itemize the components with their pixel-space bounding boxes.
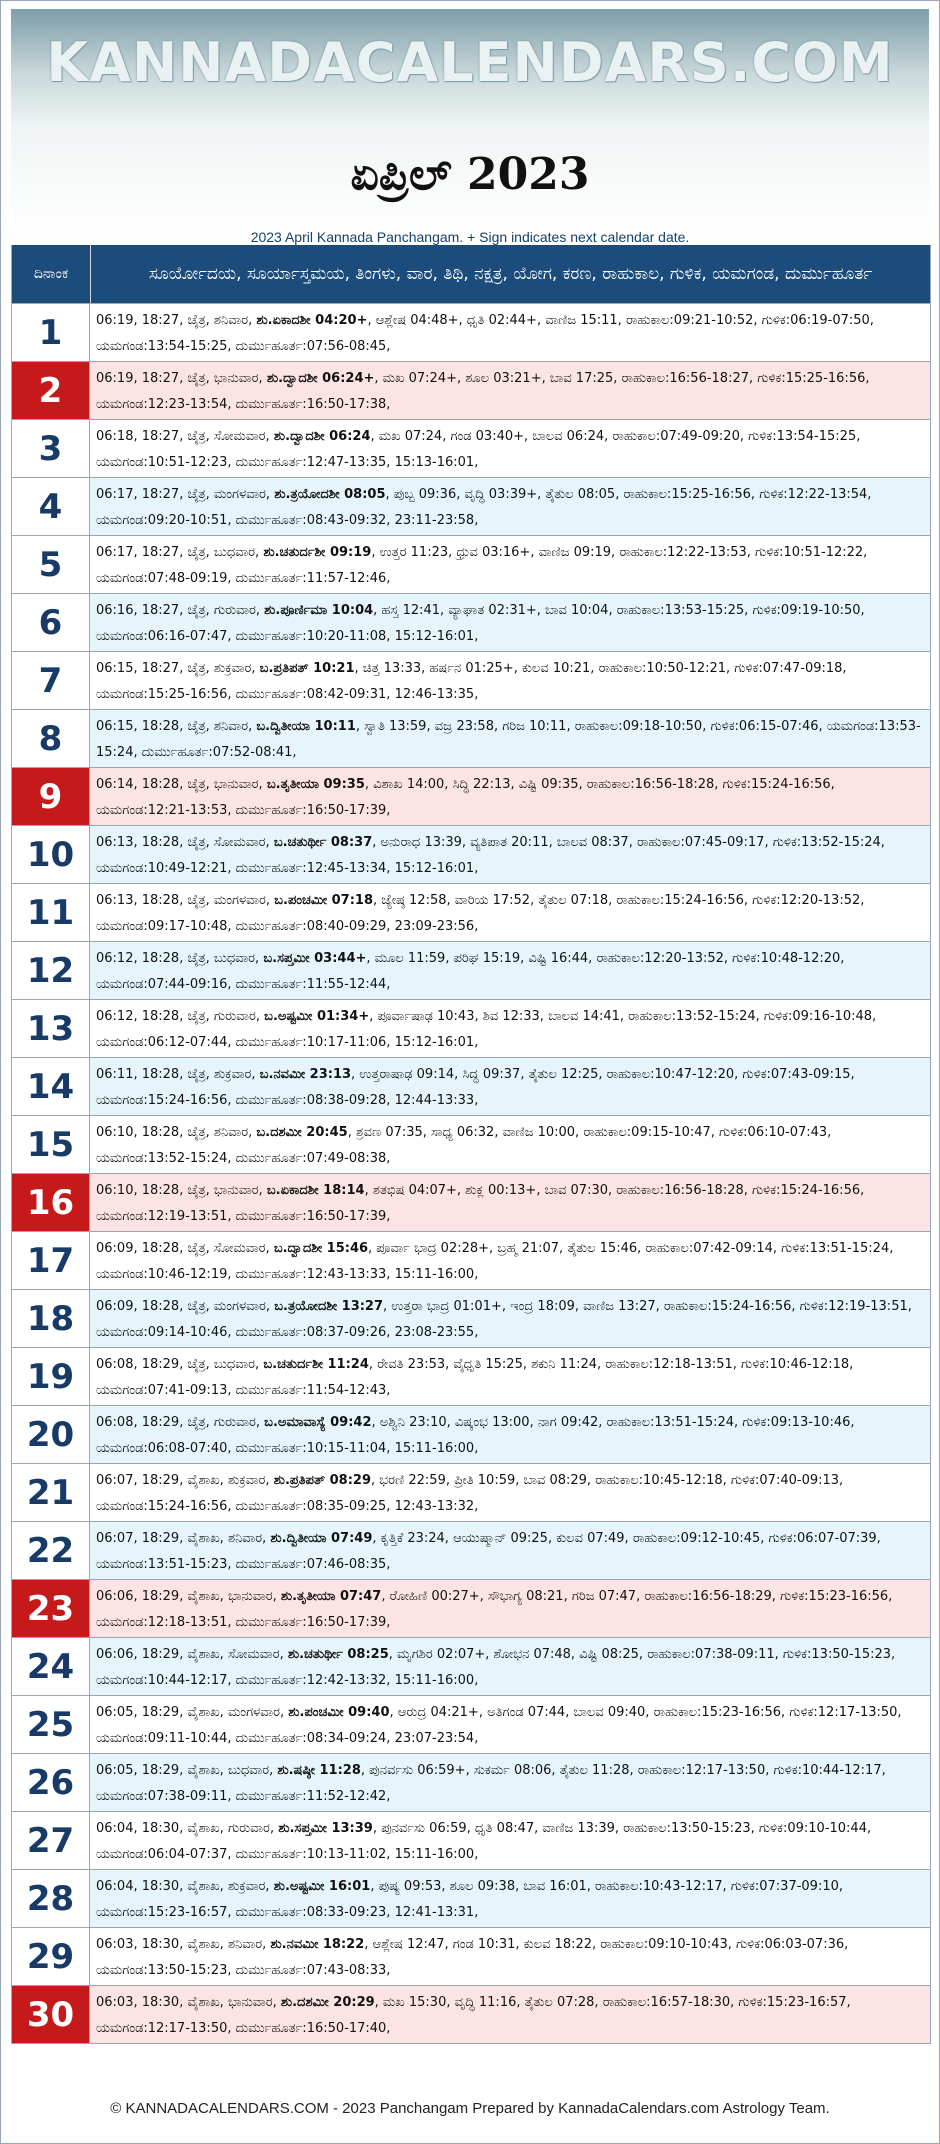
- details-prefix: 06:07, 18:29, ವೈಶಾಖ, ಶನಿವಾರ,: [96, 1531, 271, 1546]
- tithi-text: ಶು.ಚತುರ್ಥೀ 08:25: [287, 1647, 389, 1662]
- details-prefix: 06:13, 18:28, ಚೈತ್ರ, ಸೋಮವಾರ,: [96, 835, 274, 850]
- tithi-text: ಶು.ದ್ವಿತೀಯಾ 07:49: [270, 1531, 373, 1546]
- table-row: [12, 1232, 930, 1290]
- panchang-details: [90, 304, 930, 361]
- month-title: ಏಪ್ರಿಲ್ 2023: [350, 149, 590, 200]
- tithi-text: ಶು.ದ್ವಾದಶೀ 06:24: [273, 429, 371, 444]
- footer-copyright: © KANNADACALENDARS.COM - 2023 Panchangam Prepared by KannadaCalendars.com Astrology Team.: [110, 2099, 830, 2117]
- table-row: [12, 420, 930, 478]
- details-suffix: , ಸ್ವಾತಿ 13:59, ವಜ್ರ 23:58, ಗರಿಜ 10:11, ರಾಹುಕಾಲ:09:18-10:50, ಗುಳಿಕ:06:15-07:46, ಯಮಗಂಡ:13:53-15:24, ದುರ್ಮುಹೂರ್ತ:07:52-08:41,: [96, 719, 921, 760]
- details-prefix: 06:08, 18:29, ಚೈತ್ರ, ಗುರುವಾರ,: [96, 1415, 265, 1430]
- details-suffix: , ಪೂರ್ವಾ ಭಾದ್ರ 02:28+, ಬ್ರಹ್ಮ 21:07, ತೈತುಲ 15:46, ರಾಹುಕಾಲ:07:42-09:14, ಗುಳಿಕ:13:51-15:24, ಯಮಗಂಡ:10:46-12:19, ದುರ್ಮುಹೂರ್ತ:12:43-13:33, 15:11-16:00,: [96, 1241, 894, 1282]
- tithi-text: ಬ.ನವಮೀ 23:13: [259, 1067, 352, 1082]
- details-prefix: 06:15, 18:28, ಚೈತ್ರ, ಶನಿವಾರ,: [96, 719, 257, 734]
- table-body: [12, 304, 930, 2044]
- date-cell-sunday: 16: [12, 1174, 90, 1231]
- details-suffix: , ಕೃತ್ತಿಕೆ 23:24, ಆಯುಷ್ಮಾನ್ 09:25, ಕುಲವ 07:49, ರಾಹುಕಾಲ:09:12-10:45, ಗುಳಿಕ:06:07-07:39, ಯಮಗಂಡ:13:51-15:23, ದುರ್ಮುಹೂರ್ತ:07:46-08:35,: [96, 1531, 881, 1572]
- details-suffix: , ಪೂರ್ವಾಷಾಢ 10:43, ಶಿವ 12:33, ಬಾಲವ 14:41, ರಾಹುಕಾಲ:13:52-15:24, ಗುಳಿಕ:09:16-10:48, ಯಮಗಂಡ:06:12-07:44, ದುರ್ಮುಹೂರ್ತ:10:17-11:06, 15:12-16:01,: [96, 1009, 877, 1050]
- tithi-text: ಶು.ಪೂರ್ಣಿಮಾ 10:04: [264, 603, 374, 618]
- details-prefix: 06:03, 18:30, ವೈಶಾಖ, ಭಾನುವಾರ,: [96, 1995, 281, 2010]
- panchang-details: [90, 1000, 930, 1057]
- header-banner: [11, 9, 929, 245]
- table-row: [12, 594, 930, 652]
- tithi-text: ಬ.ಅಷ್ಟಮೀ 01:34+: [264, 1009, 370, 1024]
- tithi-text: ಬ.ಏಕಾದಶೀ 18:14: [266, 1183, 365, 1198]
- details-prefix: 06:09, 18:28, ಚೈತ್ರ, ಸೋಮವಾರ,: [96, 1241, 274, 1256]
- table-row: [12, 1406, 930, 1464]
- tithi-text: ಬ.ತೃತೀಯಾ 09:35: [266, 777, 365, 792]
- details-suffix: , ಅಶ್ವಿನಿ 23:10, ವಿಷ್ಕಂಭ 13:00, ನಾಗ 09:42, ರಾಹುಕಾಲ:13:51-15:24, ಗುಳಿಕ:09:13-10:46, ಯಮಗಂಡ:06:08-07:40, ದುರ್ಮುಹೂರ್ತ:10:15-11:04, 15:11-16:00,: [96, 1415, 855, 1456]
- table-row: [12, 826, 930, 884]
- details-suffix: , ಶತಭಿಷ 04:07+, ಶುಕ್ಲ 00:13+, ಬಾವ 07:30, ರಾಹುಕಾಲ:16:56-18:28, ಗುಳಿಕ:15:24-16:56, ಯಮಗಂಡ:12:19-13:51, ದುರ್ಮುಹೂರ್ತ:16:50-17:39,: [96, 1183, 865, 1224]
- date-cell: 22: [12, 1522, 90, 1579]
- date-cell: 5: [12, 536, 90, 593]
- table-row: [12, 1928, 930, 1986]
- table-row: [12, 884, 930, 942]
- details-suffix: , ಉತ್ತರ 11:23, ಧ್ರುವ 03:16+, ವಾಣಿಜ 09:19, ರಾಹುಕಾಲ:12:22-13:53, ಗುಳಿಕ:10:51-12:22, ಯಮಗಂಡ:07:48-09:19, ದುರ್ಮುಹೂರ್ತ:11:57-12:46,: [96, 545, 868, 586]
- table-row: [12, 1116, 930, 1174]
- details-suffix: , ಉತ್ತರಾ ಭಾದ್ರ 01:01+, ಇಂದ್ರ 18:09, ವಾಣಿಜ 13:27, ರಾಹುಕಾಲ:15:24-16:56, ಗುಳಿಕ:12:19-13:51, ಯಮಗಂಡ:09:14-10:46, ದುರ್ಮುಹೂರ್ತ:08:37-09:26, 23:08-23:55,: [96, 1299, 912, 1340]
- details-prefix: 06:19, 18:27, ಚೈತ್ರ, ಭಾನುವಾರ,: [96, 371, 267, 386]
- details-prefix: 06:03, 18:30, ವೈಶಾಖ, ಶನಿವಾರ,: [96, 1937, 271, 1952]
- panchang-details: [90, 478, 930, 535]
- tithi-text: ಶು.ಷಷ್ಠೀ 11:28: [277, 1763, 361, 1778]
- tithi-text: ಶು.ಪಂಚಮೀ 09:40: [288, 1705, 390, 1720]
- table-row: [12, 1580, 930, 1638]
- details-prefix: 06:05, 18:29, ವೈಶಾಖ, ಮಂಗಳವಾರ,: [96, 1705, 289, 1720]
- table-row: [12, 652, 930, 710]
- tithi-text: ಬ.ಅಮಾವಾಸ್ಯೆ 09:42: [264, 1415, 372, 1430]
- details-suffix: , ಅನುರಾಧ 13:39, ವ್ಯತಿಪಾತ 20:11, ಬಾಲವ 08:37, ರಾಹುಕಾಲ:07:45-09:17, ಗುಳಿಕ:13:52-15:24, ಯಮಗಂಡ:10:49-12:21, ದುರ್ಮುಹೂರ್ತ:12:45-13:34, 15:12-16:01,: [96, 835, 885, 876]
- details-prefix: 06:05, 18:29, ವೈಶಾಖ, ಬುಧವಾರ,: [96, 1763, 278, 1778]
- date-cell: 6: [12, 594, 90, 651]
- panchang-details: [90, 1290, 930, 1347]
- date-cell: 18: [12, 1290, 90, 1347]
- details-suffix: , ಉತ್ತರಾಷಾಢ 09:14, ಸಿದ್ಧ 09:37, ತೈತುಲ 12:25, ರಾಹುಕಾಲ:10:47-12:20, ಗುಳಿಕ:07:43-09:15, ಯಮಗಂಡ:15:24-16:56, ದುರ್ಮುಹೂರ್ತ:08:38-09:28, 12:44-13:33,: [96, 1067, 855, 1108]
- details-prefix: 06:13, 18:28, ಚೈತ್ರ, ಮಂಗಳವಾರ,: [96, 893, 275, 908]
- details-suffix: , ಮಖ 07:24+, ಶೂಲ 03:21+, ಬಾವ 17:25, ರಾಹುಕಾಲ:16:56-18:27, ಗುಳಿಕ:15:25-16:56, ಯಮಗಂಡ:12:23-13:54, ದುರ್ಮುಹೂರ್ತ:16:50-17:38,: [96, 371, 870, 412]
- details-prefix: 06:07, 18:29, ವೈಶಾಖ, ಶುಕ್ರವಾರ,: [96, 1473, 274, 1488]
- table-header: [12, 245, 930, 304]
- date-cell: 17: [12, 1232, 90, 1289]
- details-prefix: 06:06, 18:29, ವೈಶಾಖ, ಭಾನುವಾರ,: [96, 1589, 281, 1604]
- tithi-text: ಶು.ದಶಮೀ 20:29: [280, 1995, 375, 2010]
- table-row: [12, 1464, 930, 1522]
- panchang-details: [90, 536, 930, 593]
- date-cell: 4: [12, 478, 90, 535]
- panchang-details: [90, 768, 930, 825]
- panchang-details: [90, 1754, 930, 1811]
- date-cell: 1: [12, 304, 90, 361]
- panchang-details: [90, 1406, 930, 1463]
- column-header-details: ಸೂರ್ಯೋದಯ, ಸೂರ್ಯಾಸ್ತಮಯ, ತಿಂಗಳು, ವಾರ, ತಿಥಿ, ನಕ್ಷತ್ರ, ಯೋಗ, ಕರಣ, ರಾಹುಕಾಲ, ಗುಳಿಕ, ಯಮಗಂಡ, ದುರ್ಮುಹೂರ್ತ: [148, 264, 873, 284]
- date-cell: 11: [12, 884, 90, 941]
- date-cell: 7: [12, 652, 90, 709]
- details-suffix: , ಪುಷ್ಯ 09:53, ಶೂಲ 09:38, ಬಾವ 16:01, ರಾಹುಕಾಲ:10:43-12:17, ಗುಳಿಕ:07:37-09:10, ಯಮಗಂಡ:15:23-16:57, ದುರ್ಮುಹೂರ್ತ:08:33-09:23, 12:41-13:31,: [96, 1879, 843, 1920]
- tithi-text: ಶು.ಚತುರ್ದಶೀ 09:19: [263, 545, 372, 560]
- subtitle: 2023 April Kannada Panchangam. + Sign indicates next calendar date.: [250, 229, 690, 245]
- date-cell: 24: [12, 1638, 90, 1695]
- date-cell: 3: [12, 420, 90, 477]
- panchang-details: [90, 1986, 930, 2043]
- site-title[interactable]: KANNADACALENDARS.COM: [46, 31, 894, 94]
- tithi-text: ಶು.ತ್ರಯೋದಶೀ 08:05: [274, 487, 386, 502]
- tithi-text: ಬ.ದ್ವಿತೀಯಾ 10:11: [256, 719, 356, 734]
- details-prefix: 06:15, 18:27, ಚೈತ್ರ, ಶುಕ್ರವಾರ,: [96, 661, 260, 676]
- table-row: [12, 536, 930, 594]
- details-suffix: , ವಿಶಾಖ 14:00, ಸಿದ್ಧಿ 22:13, ವಿಷ್ಟಿ 09:35, ರಾಹುಕಾಲ:16:56-18:28, ಗುಳಿಕ:15:24-16:56, ಯಮಗಂಡ:12:21-13:53, ದುರ್ಮುಹೂರ್ತ:16:50-17:39,: [96, 777, 835, 818]
- panchang-details: [90, 420, 930, 477]
- details-suffix: , ಮೃಗಶಿರ 02:07+, ಶೋಭನ 07:48, ವಿಷ್ಟಿ 08:25, ರಾಹುಕಾಲ:07:38-09:11, ಗುಳಿಕ:13:50-15:23, ಯಮಗಂಡ:10:44-12:17, ದುರ್ಮುಹೂರ್ತ:12:42-13:32, 15:11-16:00,: [96, 1647, 896, 1688]
- panchang-details: [90, 1870, 930, 1927]
- tithi-text: ಶು.ಏಕಾದಶೀ 04:20+: [256, 313, 368, 328]
- table-row: [12, 710, 930, 768]
- details-prefix: 06:10, 18:28, ಚೈತ್ರ, ಭಾನುವಾರ,: [96, 1183, 267, 1198]
- panchang-details: [90, 1928, 930, 1985]
- details-suffix: , ಪುನರ್ವಸು 06:59, ಧೃತಿ 08:47, ವಾಣಿಜ 13:39, ರಾಹುಕಾಲ:13:50-15:23, ಗುಳಿಕ:09:10-10:44, ಯಮಗಂಡ:06:04-07:37, ದುರ್ಮುಹೂರ್ತ:10:13-11:02, 15:11-16:00,: [96, 1821, 872, 1862]
- tithi-text: ಬ.ದ್ವಾದಶೀ 15:46: [273, 1241, 369, 1256]
- details-suffix: , ಪುನರ್ವಸು 06:59+, ಸುಕರ್ಮ 08:06, ತೈತುಲ 11:28, ರಾಹುಕಾಲ:12:17-13:50, ಗುಳಿಕ:10:44-12:17, ಯಮಗಂಡ:07:38-09:11, ದುರ್ಮುಹೂರ್ತ:11:52-12:42,: [96, 1763, 886, 1804]
- tithi-text: ಬ.ಪ್ರತಿಪತ್ 10:21: [259, 661, 355, 676]
- date-cell: 26: [12, 1754, 90, 1811]
- date-cell-sunday: 30: [12, 1986, 90, 2043]
- tithi-text: ಶು.ಅಷ್ಟಮೀ 16:01: [273, 1879, 371, 1894]
- details-prefix: 06:14, 18:28, ಚೈತ್ರ, ಭಾನುವಾರ,: [96, 777, 267, 792]
- table-row: [12, 1812, 930, 1870]
- panchang-details: [90, 1696, 930, 1753]
- table-row: [12, 478, 930, 536]
- table-row: [12, 1058, 930, 1116]
- date-cell-sunday: 2: [12, 362, 90, 419]
- tithi-text: ಬ.ತ್ರಯೋದಶೀ 13:27: [274, 1299, 384, 1314]
- tithi-text: ಬ.ದಶಮೀ 20:45: [256, 1125, 348, 1140]
- panchangam-table: [11, 245, 931, 2044]
- date-cell: 14: [12, 1058, 90, 1115]
- panchang-details: [90, 1638, 930, 1695]
- panchang-details: [90, 1232, 930, 1289]
- panchang-details: [90, 1348, 930, 1405]
- panchang-details: [90, 942, 930, 999]
- tithi-text: ಶು.ದ್ವಾದಶೀ 06:24+: [266, 371, 375, 386]
- date-cell: 29: [12, 1928, 90, 1985]
- tithi-text: ಶು.ನವಮೀ 18:22: [270, 1937, 365, 1952]
- date-cell: 25: [12, 1696, 90, 1753]
- date-cell: 10: [12, 826, 90, 883]
- column-header-date: ದಿನಾಂಕ: [12, 245, 91, 303]
- details-suffix: , ಆಶ್ಲೇಷ 12:47, ಗಂಡ 10:31, ಕುಲವ 18:22, ರಾಹುಕಾಲ:09:10-10:43, ಗುಳಿಕ:06:03-07:36, ಯಮಗಂಡ:13:50-15:23, ದುರ್ಮುಹೂರ್ತ:07:43-08:33,: [96, 1937, 849, 1978]
- details-suffix: , ಭರಣಿ 22:59, ಪ್ರೀತಿ 10:59, ಬಾವ 08:29, ರಾಹುಕಾಲ:10:45-12:18, ಗುಳಿಕ:07:40-09:13, ಯಮಗಂಡ:15:24-16:56, ದುರ್ಮುಹೂರ್ತ:08:35-09:25, 12:43-13:32,: [96, 1473, 844, 1514]
- panchang-details: [90, 1058, 930, 1115]
- tithi-text: ಶು.ತೃತೀಯಾ 07:47: [280, 1589, 382, 1604]
- details-suffix: , ಆಶ್ಲೇಷ 04:48+, ಧೃತಿ 02:44+, ವಾಣಿಜ 15:11, ರಾಹುಕಾಲ:09:21-10:52, ಗುಳಿಕ:06:19-07:50, ಯಮಗಂಡ:13:54-15:25, ದುರ್ಮುಹೂರ್ತ:07:56-08:45,: [96, 313, 874, 354]
- table-row: [12, 768, 930, 826]
- details-suffix: , ರೋಹಿಣಿ 00:27+, ಸೌಭಾಗ್ಯ 08:21, ಗರಿಜ 07:47, ರಾಹುಕಾಲ:16:56-18:29, ಗುಳಿಕ:15:23-16:56, ಯಮಗಂಡ:12:18-13:51, ದುರ್ಮುಹೂರ್ತ:16:50-17:39,: [96, 1589, 893, 1630]
- panchang-details: [90, 884, 930, 941]
- tithi-text: ಬ.ಚತುರ್ದಶೀ 11:24: [263, 1357, 369, 1372]
- details-prefix: 06:06, 18:29, ವೈಶಾಖ, ಸೋಮವಾರ,: [96, 1647, 288, 1662]
- panchang-details: [90, 1812, 930, 1869]
- table-row: [12, 1986, 930, 2044]
- panchang-details: [90, 362, 930, 419]
- details-prefix: 06:16, 18:27, ಚೈತ್ರ, ಗುರುವಾರ,: [96, 603, 265, 618]
- panchang-details: [90, 826, 930, 883]
- details-prefix: 06:17, 18:27, ಚೈತ್ರ, ಮಂಗಳವಾರ,: [96, 487, 275, 502]
- date-cell: 12: [12, 942, 90, 999]
- date-cell: 8: [12, 710, 90, 767]
- details-suffix: , ಪುಬ್ಬ 09:36, ವೃದ್ಧಿ 03:39+, ತೈತುಲ 08:05, ರಾಹುಕಾಲ:15:25-16:56, ಗುಳಿಕ:12:22-13:54, ಯಮಗಂಡ:09:20-10:51, ದುರ್ಮುಹೂರ್ತ:08:43-09:32, 23:11-23:58,: [96, 487, 872, 528]
- details-suffix: , ಮಖ 07:24, ಗಂಡ 03:40+, ಬಾಲವ 06:24, ರಾಹುಕಾಲ:07:49-09:20, ಗುಳಿಕ:13:54-15:25, ಯಮಗಂಡ:10:51-12:23, ದುರ್ಮುಹೂರ್ತ:12:47-13:35, 15:13-16:01,: [96, 429, 861, 470]
- details-prefix: 06:19, 18:27, ಚೈತ್ರ, ಶನಿವಾರ,: [96, 313, 257, 328]
- table-row: [12, 362, 930, 420]
- details-prefix: 06:12, 18:28, ಚೈತ್ರ, ಗುರುವಾರ,: [96, 1009, 265, 1024]
- tithi-text: ಶು.ಪ್ರತಿಪತ್ 08:29: [273, 1473, 372, 1488]
- details-suffix: , ರೇವತಿ 23:53, ವೈಧೃತಿ 15:25, ಶಕುನಿ 11:24, ರಾಹುಕಾಲ:12:18-13:51, ಗುಳಿಕ:10:46-12:18, ಯಮಗಂಡ:07:41-09:13, ದುರ್ಮುಹೂರ್ತ:11:54-12:43,: [96, 1357, 854, 1398]
- details-prefix: 06:09, 18:28, ಚೈತ್ರ, ಮಂಗಳವಾರ,: [96, 1299, 275, 1314]
- date-cell: 15: [12, 1116, 90, 1173]
- date-cell: 13: [12, 1000, 90, 1057]
- table-row: [12, 1696, 930, 1754]
- date-cell-sunday: 23: [12, 1580, 90, 1637]
- details-prefix: 06:04, 18:30, ವೈಶಾಖ, ಶುಕ್ರವಾರ,: [96, 1879, 274, 1894]
- tithi-text: ಬ.ಸಪ್ತಮೀ 03:44+: [263, 951, 367, 966]
- table-row: [12, 1638, 930, 1696]
- details-prefix: 06:11, 18:28, ಚೈತ್ರ, ಶುಕ್ರವಾರ,: [96, 1067, 260, 1082]
- details-suffix: , ಮಖ 15:30, ವೃದ್ಧಿ 11:16, ತೈತುಲ 07:28, ರಾಹುಕಾಲ:16:57-18:30, ಗುಳಿಕ:15:23-16:57, ಯಮಗಂಡ:12:17-13:50, ದುರ್ಮುಹೂರ್ತ:16:50-17:40,: [96, 1995, 851, 2036]
- details-prefix: 06:08, 18:29, ಚೈತ್ರ, ಬುಧವಾರ,: [96, 1357, 264, 1372]
- date-cell: 21: [12, 1464, 90, 1521]
- table-row: [12, 1754, 930, 1812]
- details-suffix: , ಮೂಲ 11:59, ಪರಿಘ 15:19, ವಿಷ್ಟಿ 16:44, ರಾಹುಕಾಲ:12:20-13:52, ಗುಳಿಕ:10:48-12:20, ಯಮಗಂಡ:07:44-09:16, ದುರ್ಮುಹೂರ್ತ:11:55-12:44,: [96, 951, 845, 992]
- details-suffix: , ಆರುದ್ರ 04:21+, ಅತಿಗಂಡ 07:44, ಬಾಲವ 09:40, ರಾಹುಕಾಲ:15:23-16:56, ಗುಳಿಕ:12:17-13:50, ಯಮಗಂಡ:09:11-10:44, ದುರ್ಮುಹೂರ್ತ:08:34-09:24, 23:07-23:54,: [96, 1705, 902, 1746]
- date-cell: 19: [12, 1348, 90, 1405]
- date-cell-sunday: 9: [12, 768, 90, 825]
- panchang-details: [90, 1174, 930, 1231]
- table-row: [12, 1870, 930, 1928]
- table-row: [12, 1174, 930, 1232]
- table-row: [12, 1290, 930, 1348]
- table-row: [12, 1348, 930, 1406]
- panchang-details: [90, 1522, 930, 1579]
- table-row: [12, 1522, 930, 1580]
- panchang-details: [90, 594, 930, 651]
- details-prefix: 06:04, 18:30, ವೈಶಾಖ, ಗುರುವಾರ,: [96, 1821, 279, 1836]
- details-suffix: , ಶ್ರವಣ 07:35, ಸಾಧ್ಯ 06:32, ವಾಣಿಜ 10:00, ರಾಹುಕಾಲ:09:15-10:47, ಗುಳಿಕ:06:10-07:43, ಯಮಗಂಡ:13:52-15:24, ದುರ್ಮುಹೂರ್ತ:07:49-08:38,: [96, 1125, 832, 1166]
- details-prefix: 06:18, 18:27, ಚೈತ್ರ, ಸೋಮವಾರ,: [96, 429, 274, 444]
- date-cell: 28: [12, 1870, 90, 1927]
- table-row: [12, 304, 930, 362]
- details-suffix: , ಜ್ಯೇಷ್ಠ 12:58, ವಾರಿಯ 17:52, ತೈತುಲ 07:18, ರಾಹುಕಾಲ:15:24-16:56, ಗುಳಿಕ:12:20-13:52, ಯಮಗಂಡ:09:17-10:48, ದುರ್ಮುಹೂರ್ತ:08:40-09:29, 23:09-23:56,: [96, 893, 865, 934]
- table-row: [12, 1000, 930, 1058]
- details-suffix: , ಚಿತ್ತ 13:33, ಹರ್ಷನ 01:25+, ಕುಲವ 10:21, ರಾಹುಕಾಲ:10:50-12:21, ಗುಳಿಕ:07:47-09:18, ಯಮಗಂಡ:15:25-16:56, ದುರ್ಮುಹೂರ್ತ:08:42-09:31, 12:46-13:35,: [96, 661, 847, 702]
- tithi-text: ಬ.ಪಂಚಮೀ 07:18: [274, 893, 373, 908]
- panchang-details: [90, 1116, 930, 1173]
- details-prefix: 06:17, 18:27, ಚೈತ್ರ, ಬುಧವಾರ,: [96, 545, 264, 560]
- panchang-details: [90, 1580, 930, 1637]
- details-prefix: 06:12, 18:28, ಚೈತ್ರ, ಬುಧವಾರ,: [96, 951, 264, 966]
- details-suffix: , ಹಸ್ತ 12:41, ವ್ಯಾಘಾತ 02:31+, ಬಾವ 10:04, ರಾಹುಕಾಲ:13:53-15:25, ಗುಳಿಕ:09:19-10:50, ಯಮಗಂಡ:06:16-07:47, ದುರ್ಮುಹೂರ್ತ:10:20-11:08, 15:12-16:01,: [96, 603, 865, 644]
- tithi-text: ಶು.ಸಪ್ತಮೀ 13:39: [278, 1821, 373, 1836]
- tithi-text: ಬ.ಚತುರ್ಥೀ 08:37: [273, 835, 373, 850]
- details-prefix: 06:10, 18:28, ಚೈತ್ರ, ಶನಿವಾರ,: [96, 1125, 257, 1140]
- panchang-details: [90, 652, 930, 709]
- table-row: [12, 942, 930, 1000]
- date-cell: 27: [12, 1812, 90, 1869]
- date-cell: 20: [12, 1406, 90, 1463]
- panchang-details: [90, 710, 930, 767]
- panchang-details: [90, 1464, 930, 1521]
